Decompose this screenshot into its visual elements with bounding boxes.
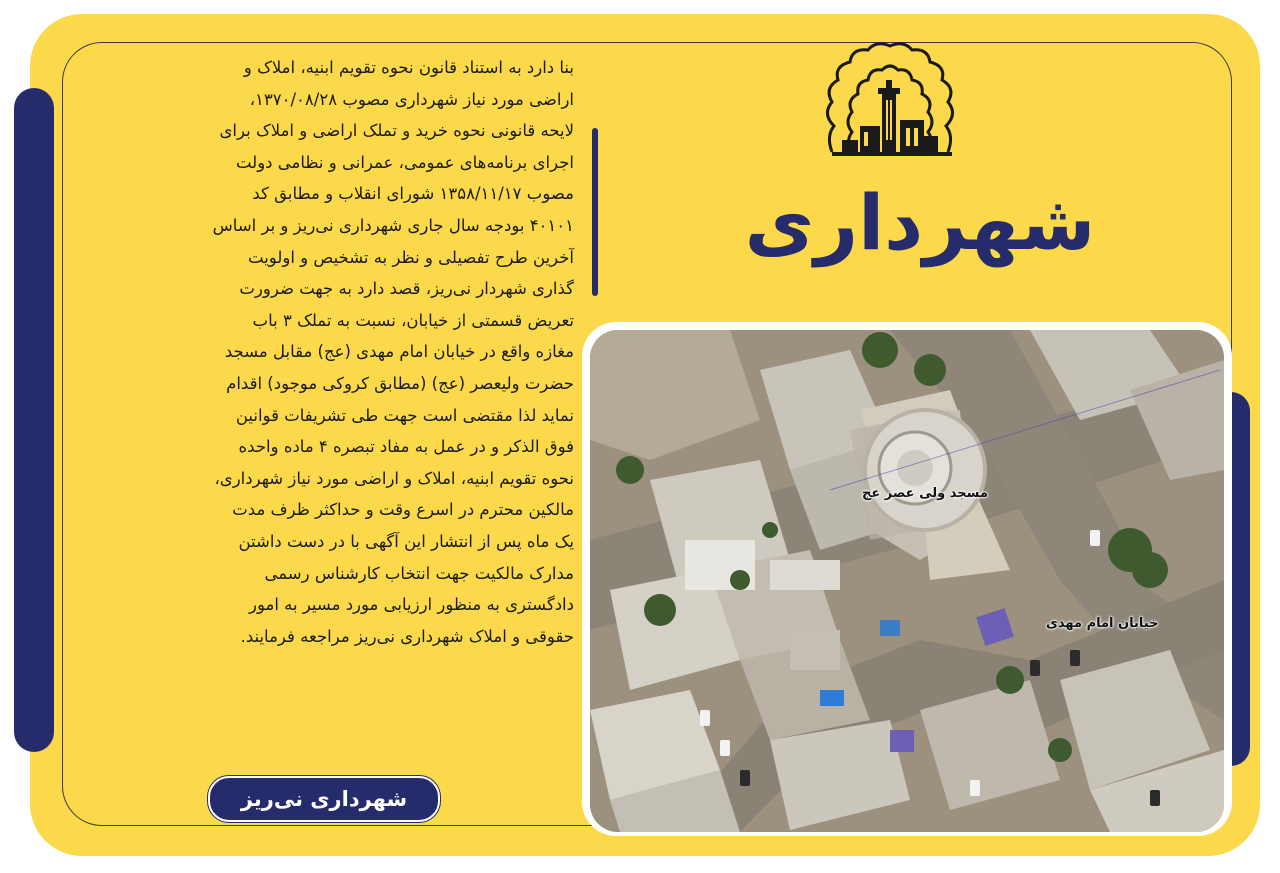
notice-line: فوق الذکر و در عمل به مفاد تبصره ۴ ماده واحده	[238, 437, 574, 457]
municipality-emblem-icon	[812, 40, 972, 170]
notice-line: مالکین محترم در اسرع وقت و حداکثر ظرف مدت	[232, 500, 574, 520]
notice-line: ۴۰۱۰۱ بودجه سال جاری شهرداری نی‌ریز و بر اساس	[212, 215, 574, 235]
notice-line: تعریض قسمتی از خیابان، نسبت به تملک ۳ باب	[252, 310, 574, 330]
notice-line: گذاری شهردار نی‌ریز، قصد دارد به جهت ضرورت	[239, 279, 574, 299]
aerial-map	[590, 330, 1224, 832]
page-title: شهرداری	[744, 178, 1096, 267]
notice-line: مغازه واقع در خیابان امام مهدی (عج) مقابل مسجد	[224, 342, 574, 362]
signature-badge: شهرداری نی‌ریز	[208, 776, 440, 822]
notice-line: آخرین طرح تفصیلی و نظر به تشخیص و اولویت	[248, 247, 574, 267]
notice-line: حضرت ولیعصر (عج) (مطابق کروکی موجود) اقدام	[226, 373, 574, 393]
notice-line: نحوه تقویم ابنیه، املاک و اراضی مورد نیاز شهرداری،	[214, 468, 574, 488]
map-frame	[582, 322, 1232, 836]
notice-line: بنا دارد به استناد قانون نحوه تقویم ابنیه، املاک و	[243, 58, 574, 77]
mosque-label: مسجد ولی عصر عج	[862, 486, 988, 501]
notice-text	[82, 52, 574, 652]
notice-line: لایحه قانونی نحوه خرید و تملک اراضی و املاک برای	[219, 121, 574, 141]
notice-line: نماید لذا مقتضی است جهت طی تشریفات قوانین	[235, 405, 574, 425]
notice-line: مصوب ۱۳۵۸/۱۱/۱۷ شورای انقلاب و مطابق کد	[252, 184, 574, 204]
notice-line: حقوقی و املاک شهرداری نی‌ریز مراجعه فرمایند.	[240, 626, 574, 646]
street-label: خیابان امام مهدی	[1046, 616, 1159, 631]
notice-line: مدارک مالکیت جهت انتخاب کارشناس رسمی	[264, 563, 574, 583]
notice-line: یک ماه پس از انتشار این آگهی با در دست داشتن	[238, 531, 574, 551]
left-accent-bar	[14, 88, 54, 752]
notice-line: اراضی مورد نیاز شهرداری مصوب ۱۳۷۰/۰۸/۲۸،	[249, 89, 574, 109]
notice-line: دادگستری به منظور ارزیابی مورد مسیر به امور	[248, 595, 574, 615]
header-divider	[592, 128, 598, 296]
notice-line: اجرای برنامه‌های عمومی، عمرانی و نظامی دولت	[235, 152, 574, 172]
